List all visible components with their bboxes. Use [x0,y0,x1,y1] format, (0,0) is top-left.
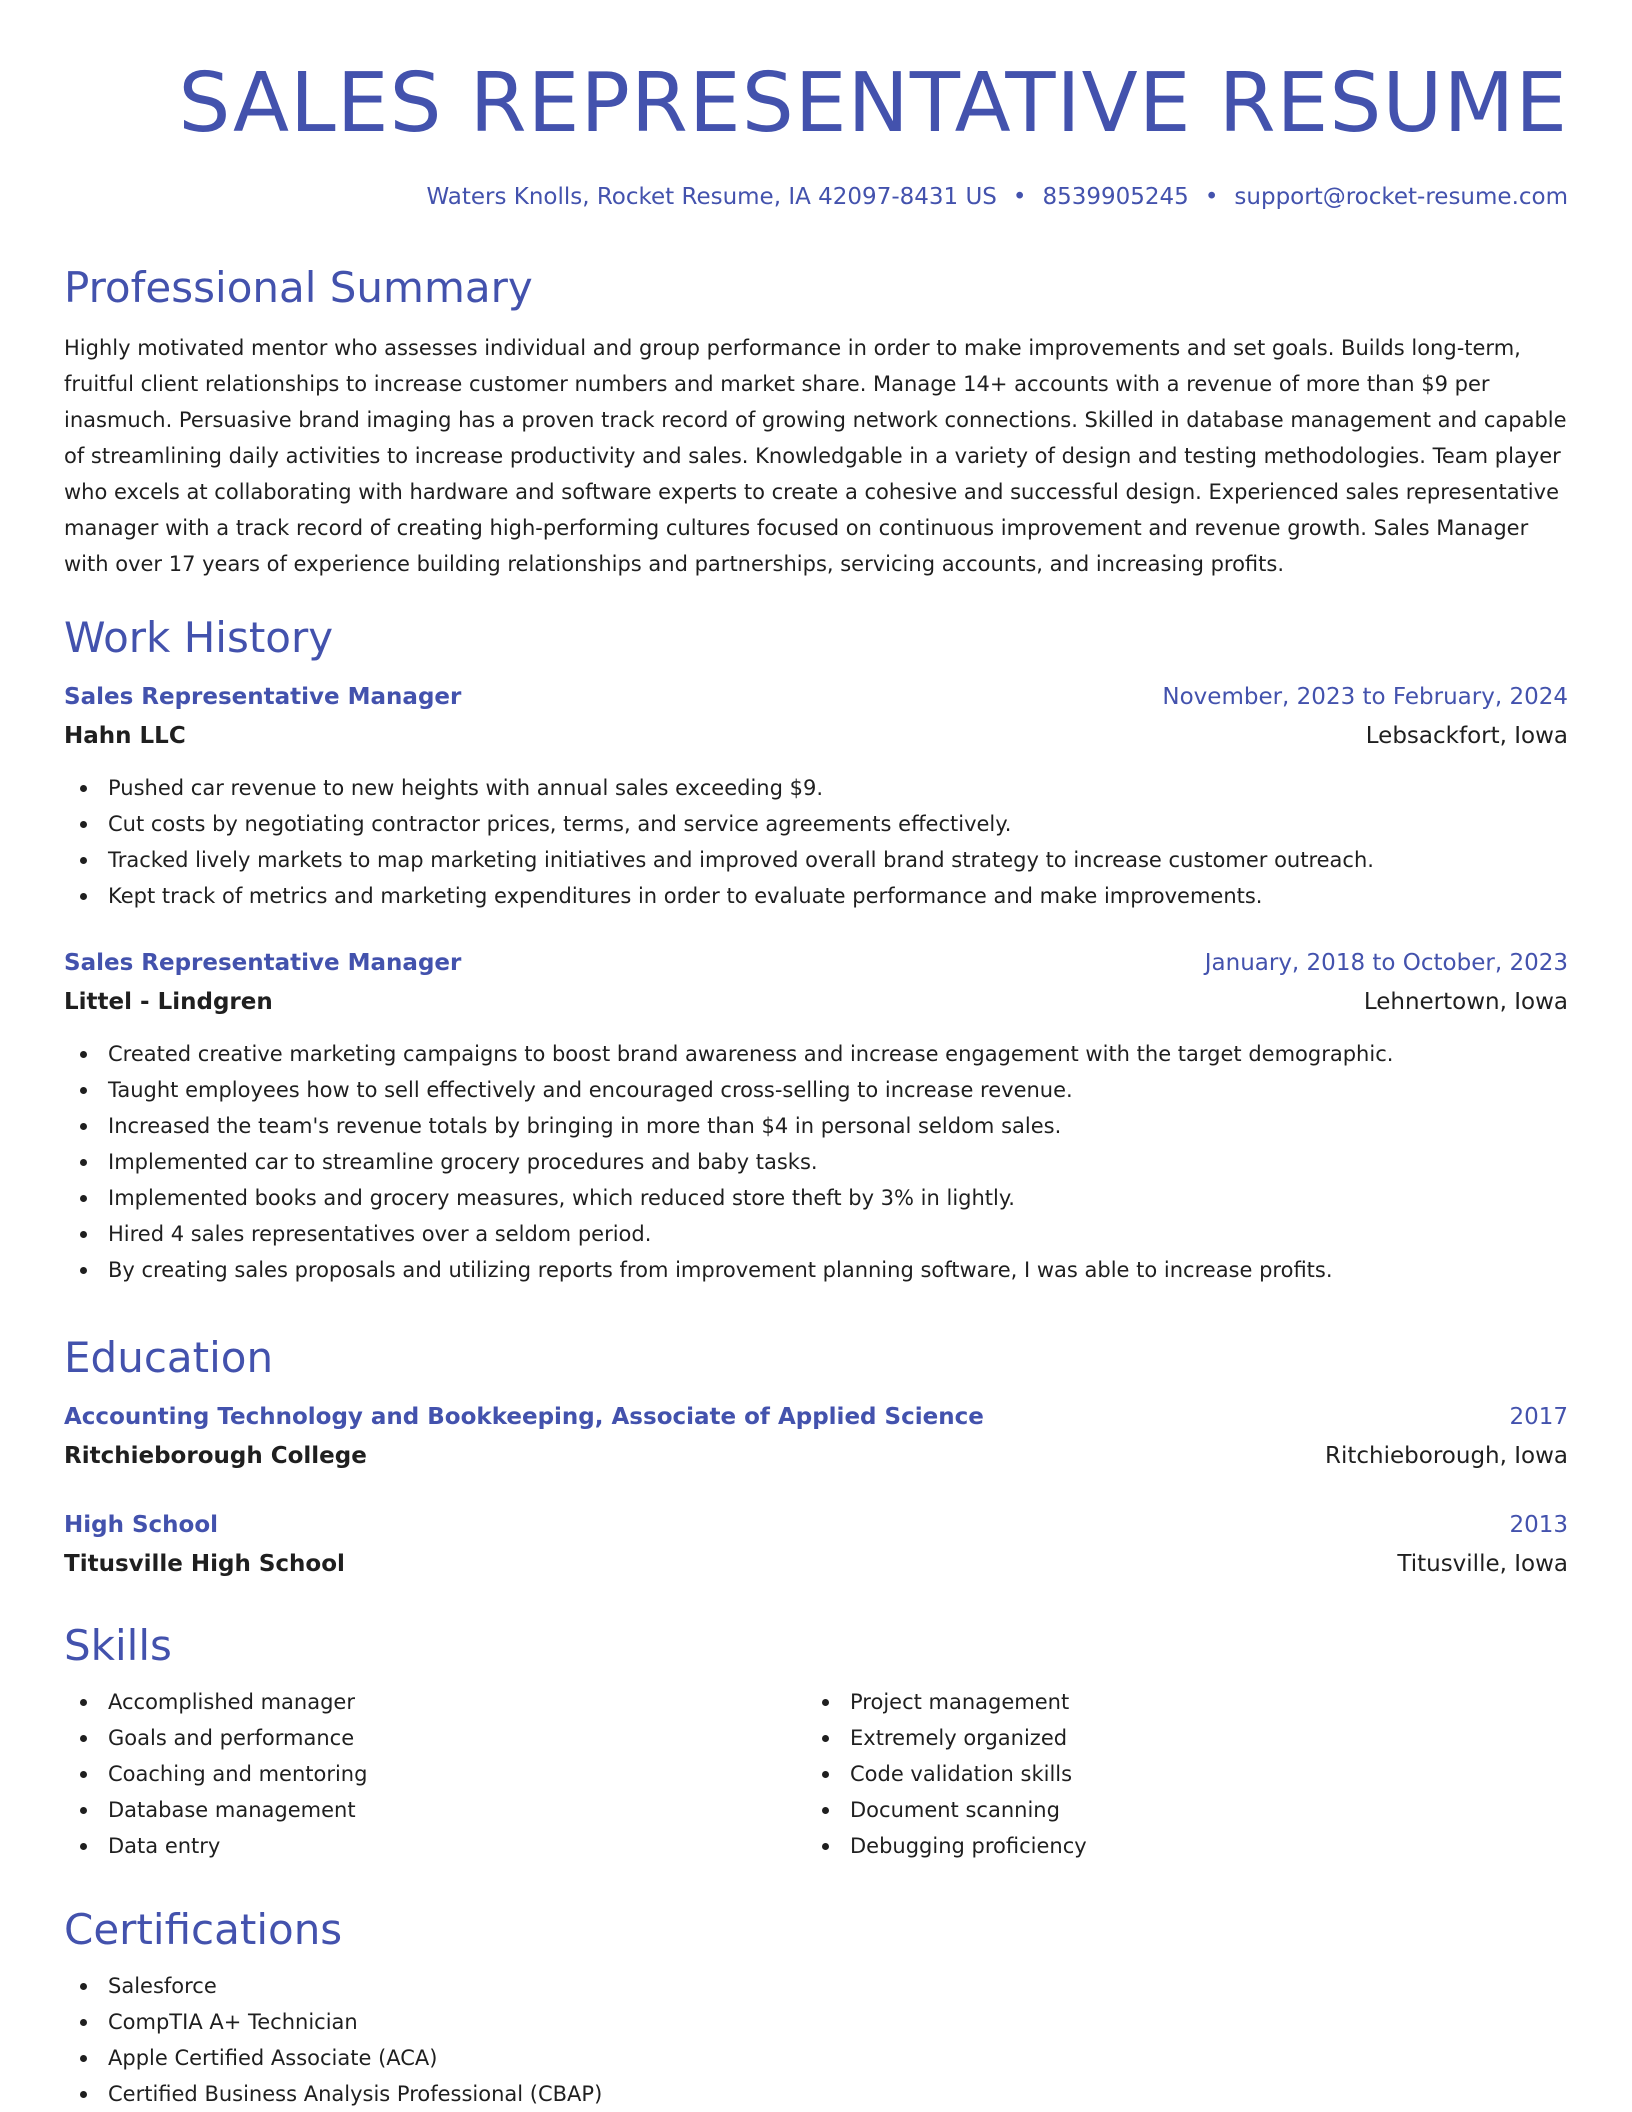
resume-title: SALES REPRESENTATIVE RESUME [178,56,1568,151]
job-bullets [64,770,1568,914]
education-subheader [64,1436,1568,1476]
job-entry [64,944,1568,1288]
job-header [64,944,1568,982]
work-history-section [64,610,1568,1288]
job-title: Sales Representative Manager [64,950,462,976]
school-location: Ritchieborough, Iowa [1325,1443,1568,1469]
job-bullets [64,1036,1568,1288]
company-name: Hahn LLC [64,723,186,749]
list-item: Project management [806,1684,1548,1720]
education-subheader [64,1544,1568,1584]
job-location: Lebsackfort, Iowa [1365,723,1568,749]
job-subheader [64,982,1568,1022]
job-title: Sales Representative Manager [64,684,462,710]
resume-page [64,0,1568,2112]
list-item: Pushed car revenue to new heights with annual sales exceeding $9. [64,770,1568,806]
skills-columns [64,1684,1568,1864]
education-section [64,1330,1568,1584]
certifications-list [64,1968,1568,2112]
list-item: Implemented car to streamline grocery procedures and baby tasks. [64,1144,1568,1180]
list-item: Database management [64,1792,806,1828]
school-name: Titusville High School [64,1551,345,1577]
graduation-year: 2017 [1509,1404,1568,1430]
email-link[interactable]: support@rocket-resume.com [1234,184,1568,210]
list-item: Data entry [64,1828,806,1864]
list-item: Salesforce [64,1968,1568,2004]
contact-line [426,180,1568,214]
phone: 8539905245 [1042,184,1189,210]
skills-section [64,1618,1568,1864]
list-item: CompTIA A+ Technician [64,2004,1568,2040]
education-header [64,1398,1568,1436]
list-item: Tracked lively markets to map marketing initiatives and improved overall brand strategy to increase customer outreach. [64,842,1568,878]
list-item: Apple Certified Associate (ACA) [64,2040,1568,2076]
address: Waters Knolls, Rocket Resume, IA 42097-8431 US [426,184,997,210]
job-location: Lehnertown, Iowa [1363,989,1568,1015]
education-entry [64,1506,1568,1584]
separator: • [1204,184,1219,210]
list-item: Cut costs by negotiating contractor prices, terms, and service agreements effectively. [64,806,1568,842]
degree: High School [64,1512,219,1538]
list-item: Extremely organized [806,1720,1548,1756]
list-item: Document scanning [806,1792,1548,1828]
school-name: Ritchieborough College [64,1443,367,1469]
section-heading: Work History [64,613,334,662]
school-location: Titusville, Iowa [1397,1551,1568,1577]
list-item: Increased the team's revenue totals by bringing in more than $4 in personal seldom sales. [64,1108,1568,1144]
summary-text: Highly motivated mentor who assesses individual and group performance in order to make improvements and set goals. Builds long-term, fruitful client relationships to increase customer numbers and market share. Manage 14+ accounts with a revenue of more than $9 per inasmuch. Persuasive brand imaging has a proven track record of growing network connections. Skilled in database management and capable of streamlining daily activities to increase productivity and sales. Knowledgable in a variety of design and testing methodologies. Team player who excels at collaborating with hardware and software experts to create a cohesive and successful design. Experienced sales representative manager with a track record of creating high-performing cultures focused on continuous improvement and revenue growth. Sales Manager with over 17 years of experience building relationships and partnerships, servicing accounts, and increasing profits. [64,336,1567,576]
list-item: Goals and performance [64,1720,806,1756]
separator: • [1012,184,1027,210]
list-item: Created creative marketing campaigns to boost brand awareness and increase engagement with the target demographic. [64,1036,1568,1072]
education-header [64,1506,1568,1544]
list-item: Taught employees how to sell effectively and encouraged cross-selling to increase revenue. [64,1072,1568,1108]
section-heading: Education [64,1333,274,1382]
job-entry [64,678,1568,914]
list-item: By creating sales proposals and utilizing reports from improvement planning software, I was able to increase profits. [64,1252,1568,1288]
list-item: Certified Business Analysis Professional (CBAP) [64,2076,1568,2112]
list-item: Hired 4 sales representatives over a seldom period. [64,1216,1568,1252]
section-heading: Professional Summary [64,263,533,312]
certifications-section [64,1902,1568,2112]
summary-section [64,260,1568,582]
job-header [64,678,1568,716]
list-item: Coaching and mentoring [64,1756,806,1792]
skills-list-left [64,1684,806,1864]
list-item: Debugging proficiency [806,1828,1548,1864]
section-heading: Skills [64,1621,172,1670]
list-item: Kept track of metrics and marketing expenditures in order to evaluate performance and make improvements. [64,878,1568,914]
list-item: Implemented books and grocery measures, which reduced store theft by 3% in lightly. [64,1180,1568,1216]
graduation-year: 2013 [1509,1512,1568,1538]
list-item: Accomplished manager [64,1684,806,1720]
list-item: Code validation skills [806,1756,1548,1792]
job-dates: January, 2018 to October, 2023 [1204,950,1568,976]
degree: Accounting Technology and Bookkeeping, Associate of Applied Science [64,1404,984,1430]
company-name: Littel - Lindgren [64,989,273,1015]
section-heading: Certifications [64,1905,343,1954]
job-dates: November, 2023 to February, 2024 [1162,684,1568,710]
job-subheader [64,716,1568,756]
skills-list-right [806,1684,1548,1864]
education-entry [64,1398,1568,1476]
